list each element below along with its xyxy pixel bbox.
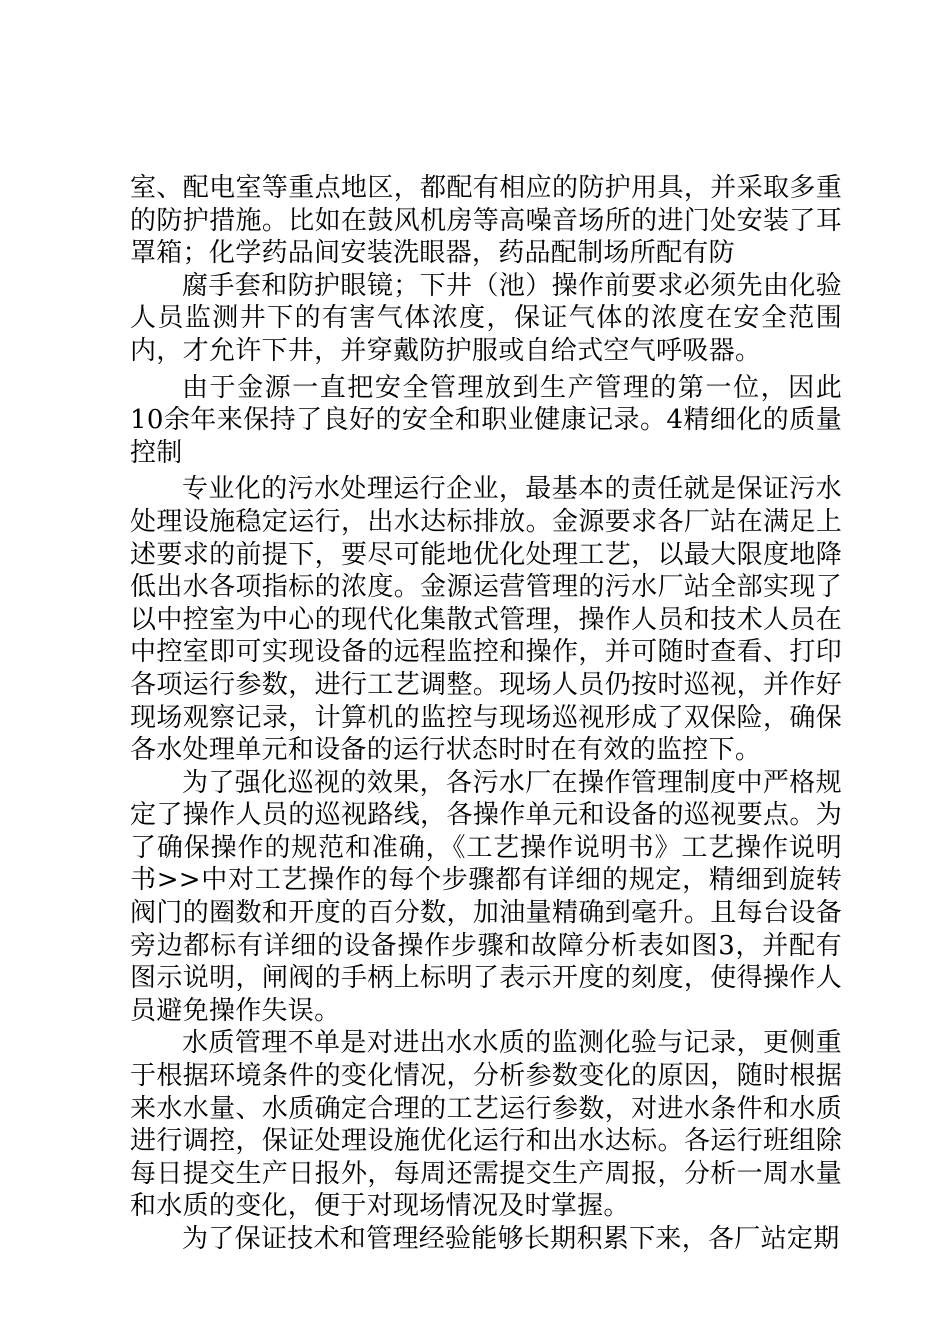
paragraph-well-safety: 腐手套和防护眼镜；下井（池）操作前要求必须先由化验人员监测井下的有害气体浓度，保证气体的浓度在安全范围内，才允许下井，并穿戴防护服或自给式空气呼吸器。 (130, 270, 842, 366)
paragraph-inspection: 为了强化巡视的效果，各污水厂在操作管理制度中严格规定了操作人员的巡视路线，各操作单元和设备的巡视要点。为了确保操作的规范和准确，《工艺操作说明书》工艺操作说明书>>中对工艺操作的每个步骤都有详细的规定，精细到旋转阀门的圈数和开度的百分数，加油量精确到毫升。且每台设备旁边都标有详细的设备操作步骤和故障分析表如图3，并配有图示说明，闸阀的手柄上标明了表示开度的刻度，使得操作人员避免操作失误。 (130, 767, 842, 1026)
document-body (130, 172, 842, 1256)
paragraph-water-quality: 水质管理不单是对进出水水质的监测化验与记录，更侧重于根据环境条件的变化情况，分析参数变化的原因，随时根据来水水量、水质确定合理的工艺运行参数，对进水条件和水质进行调控，保证处理设施优化运行和出水达标。各运行班组除每日提交生产日报外，每周还需提交生产周报，分析一周水量和水质的变化，便于对现场情况及时掌握。 (130, 1028, 842, 1222)
paragraph-safety-record: 由于金源一直把安全管理放到生产管理的第一位，因此10余年来保持了良好的安全和职业健康记录。4精细化的质量控制 (130, 372, 842, 468)
paragraph-protective-equipment: 室、配电室等重点地区，都配有相应的防护用具，并采取多重的防护措施。比如在鼓风机房等高噪音场所的进门处安装了耳罩箱；化学药品间安装洗眼器，药品配制场所配有防 (130, 173, 842, 269)
paragraph-experience: 为了保证技术和管理经验能够长期积累下来，各厂站定期 (182, 1224, 840, 1254)
paragraph-operation-management: 专业化的污水处理运行企业，最基本的责任就是保证污水处理设施稳定运行，出水达标排放。金源要求各厂站在满足上述要求的前提下，要尽可能地优化处理工艺，以最大限度地降低出水各项指标的浓度。金源运营管理的污水厂站全部实现了以中控室为中心的现代化集散式管理，操作人员和技术人员在中控室即可实现设备的远程监控和操作，并可随时查看、打印各项运行参数，进行工艺调整。现场人员仍按时巡视，并作好现场观察记录，计算机的监控与现场巡视形成了双保险，确保各水处理单元和设备的运行状态时时在有效的监控下。 (130, 474, 842, 766)
